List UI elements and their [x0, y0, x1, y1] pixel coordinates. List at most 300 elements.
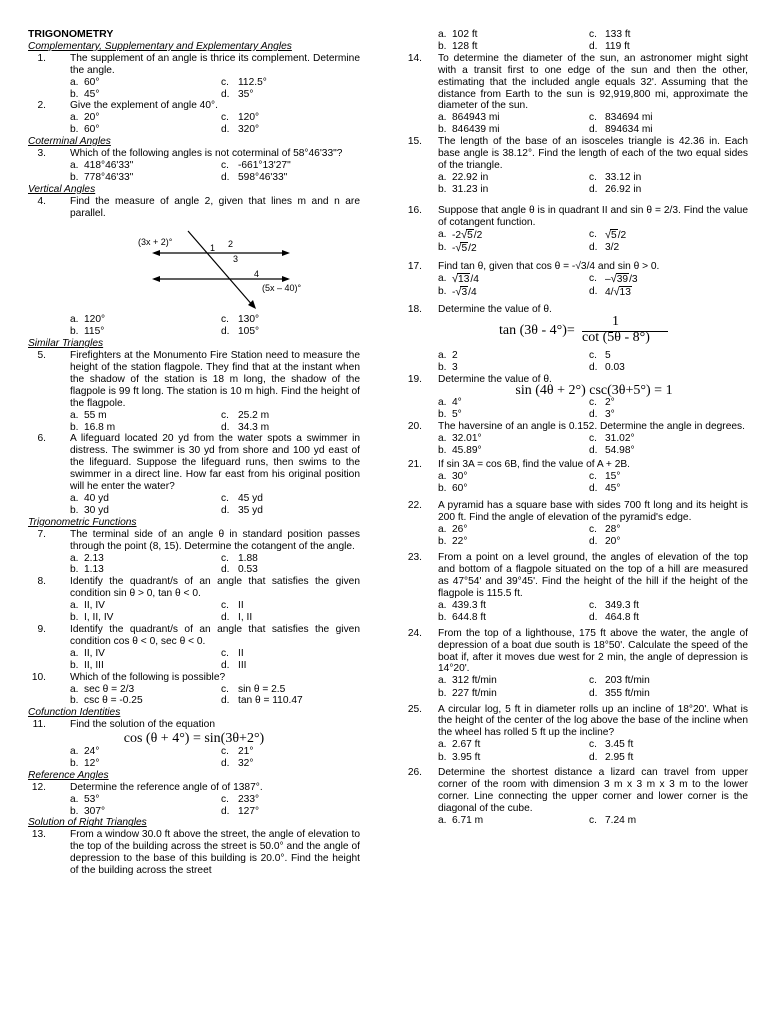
option-d: 32° — [238, 757, 254, 769]
option-a: 312 ft/min — [452, 675, 497, 687]
sqrt-icon: √ — [613, 286, 620, 299]
option-d-prefix: 4/ — [605, 287, 614, 299]
option-d: 35 yd — [238, 504, 263, 516]
option-letter: a. — [438, 470, 447, 482]
option-letter: a. — [438, 171, 447, 183]
option-b-suffix: /4 — [468, 287, 477, 299]
option-a: 2 — [452, 349, 458, 361]
arrowhead-icon — [152, 276, 160, 282]
question-text: To determine the diameter of the sun, an astronomer might sight with a transit first to one edge of the sun and then the other, estimating that the included angle equals 32'. Assuming that the distance from Earth to the sun is 92,919,800 mi, approximate the diameter of the sun. — [438, 52, 748, 112]
answer-options — [438, 229, 748, 256]
option-b: 30 yd — [84, 504, 109, 516]
question-19 — [400, 374, 748, 386]
arrowhead-icon — [282, 276, 290, 282]
option-letter: b. — [70, 171, 79, 183]
angle-number-3: 3 — [233, 253, 239, 264]
answer-options — [70, 684, 360, 708]
option-a: 26° — [452, 523, 468, 535]
option-letter: a. — [70, 76, 79, 88]
option-d: 26.92 in — [605, 183, 642, 195]
option-b — [452, 286, 589, 300]
option-d: 320° — [238, 124, 260, 136]
question-24 — [400, 628, 748, 676]
question-2 — [28, 100, 360, 112]
answer-options — [70, 112, 360, 136]
option-c: 203 ft/min — [605, 675, 650, 687]
answer-options — [438, 397, 748, 421]
option-b: 45° — [84, 88, 100, 100]
option-d: tan θ = 110.47 — [238, 695, 303, 707]
question-number: 10. — [31, 671, 46, 683]
option-letter: a. — [70, 683, 79, 695]
question-9 — [28, 624, 360, 648]
option-letter: a. — [70, 600, 79, 612]
option-letter: d. — [589, 444, 598, 456]
option-letter: c. — [221, 746, 229, 758]
option-letter: d. — [589, 286, 598, 298]
option-a: II, IV — [84, 647, 105, 659]
option-letter: b. — [438, 361, 447, 373]
option-letter: d. — [221, 564, 230, 576]
option-letter: a. — [70, 409, 79, 421]
option-d: 894634 mi — [605, 124, 653, 136]
option-b: 31.23 in — [452, 183, 489, 195]
option-b: 115° — [84, 326, 105, 338]
question-text: A lifeguard located 20 yd from the water spots a swimmer in distress. The swimmer is 30 yd from shore and 100 yd east of the lifeguard. Suppose the lifeguard runs, then swims to the swimmer in a direct line. How far east from his original position will he enter the water? — [70, 433, 360, 493]
option-d: 20° — [605, 536, 621, 548]
option-letter: a. — [438, 815, 447, 827]
question-13 — [28, 829, 360, 877]
question-14 — [400, 53, 748, 113]
question-12 — [28, 782, 360, 794]
option-letter: b. — [70, 612, 79, 624]
option-c: sin θ = 2.5 — [238, 683, 286, 695]
option-letter: a. — [438, 523, 447, 535]
option-c — [605, 229, 748, 243]
answer-options — [438, 29, 748, 53]
section-heading: Reference Angles — [28, 769, 109, 781]
question-number: 20. — [407, 421, 422, 433]
option-c: 5 — [605, 349, 611, 361]
question-number: 13. — [31, 829, 46, 841]
question-number: 24. — [407, 627, 422, 639]
option-letter: a. — [438, 675, 447, 687]
question-8 — [28, 576, 360, 600]
option-a: 2.13 — [84, 552, 104, 564]
arrowhead-icon — [152, 250, 160, 256]
option-c: 3.45 ft — [605, 739, 634, 751]
option-letter: d. — [221, 124, 230, 136]
question-20 — [400, 421, 748, 433]
option-a: 20° — [84, 112, 100, 124]
option-d — [605, 286, 748, 300]
option-a: II, IV — [84, 600, 105, 612]
option-b: 16.8 m — [84, 421, 116, 433]
option-letter: c. — [221, 112, 229, 124]
option-letter: a. — [70, 647, 79, 659]
option-letter: b. — [70, 695, 79, 707]
option-letter: b. — [70, 564, 79, 576]
option-b: 60° — [452, 483, 468, 495]
option-letter: b. — [70, 88, 79, 100]
option-d: III — [238, 659, 247, 671]
option-letter: d. — [221, 695, 230, 707]
answer-options — [438, 815, 748, 828]
option-letter: d. — [589, 361, 598, 373]
equation: sin (4θ + 2°) csc(3θ+5°) = 1 — [515, 383, 673, 399]
option-c: 1.88 — [238, 552, 258, 564]
option-letter: d. — [221, 612, 230, 624]
question-number: 11. — [32, 719, 46, 731]
option-a: 55 m — [84, 409, 107, 421]
option-letter: d. — [589, 536, 598, 548]
option-letter: a. — [70, 746, 79, 758]
question-text: Suppose that angle θ is in quadrant II and sin θ = 2/3. Find the value of cotangent function. — [438, 204, 748, 228]
option-a: 24° — [84, 746, 100, 758]
question-7 — [28, 529, 360, 553]
option-d: 3° — [605, 409, 615, 421]
question-number: 19. — [407, 373, 422, 385]
option-a — [452, 273, 589, 287]
question-text: The terminal side of an angle θ in standard position passes through the point (8, 15). Determine the cotangent of the angle. — [70, 528, 360, 552]
option-letter: b. — [438, 40, 447, 52]
option-b: 12° — [84, 757, 100, 769]
option-letter: d. — [589, 409, 598, 421]
option-letter: d. — [589, 242, 598, 254]
option-letter: b. — [438, 444, 447, 456]
question-text: A pyramid has a square base with sides 700 ft long and its height is 200 ft. Find the angle of elevation of the pyramid's edge. — [438, 499, 748, 523]
option-letter: d. — [221, 171, 230, 183]
option-a: 53° — [84, 793, 100, 805]
option-letter: b. — [438, 183, 447, 195]
option-b: csc θ = -0.25 — [84, 695, 143, 707]
option-a-radicand: 5 — [467, 229, 473, 241]
option-c: 7.24 m — [605, 815, 637, 827]
option-letter: d. — [589, 483, 598, 495]
question-18 — [400, 304, 748, 316]
option-c: 133 ft — [605, 29, 631, 40]
question-4 — [28, 196, 360, 220]
option-letter: d. — [589, 183, 598, 195]
question-16 — [400, 205, 748, 229]
question-number: 16. — [407, 204, 422, 216]
option-letter: c. — [589, 272, 597, 284]
question-number: 17. — [407, 260, 422, 272]
option-c: 834694 mi — [605, 112, 653, 124]
option-letter: d. — [221, 757, 230, 769]
section-heading: Coterminal Angles — [28, 136, 111, 148]
option-letter: b. — [438, 409, 447, 421]
option-letter: a. — [438, 349, 447, 361]
option-c: 112.5° — [238, 76, 267, 88]
equation: cos (θ + 4°) = sin(3θ+2°) — [123, 731, 265, 747]
parallel-lines-figure — [70, 221, 360, 313]
option-a-radicand: 13 — [458, 273, 470, 285]
answer-options — [70, 648, 360, 672]
option-c: 25.2 m — [238, 409, 270, 421]
option-c: 28° — [605, 523, 621, 535]
question-text: Determine the value of θ. — [438, 303, 552, 315]
option-b-prefix: - — [452, 243, 456, 255]
question-text: Find tan θ, given that cos θ = -√3/4 and sin θ > 0. — [438, 260, 660, 272]
option-letter: c. — [589, 815, 597, 827]
option-b: 227 ft/min — [452, 687, 497, 699]
option-d: 127° — [238, 805, 260, 817]
answer-options — [438, 675, 748, 700]
option-letter: a. — [438, 112, 447, 124]
option-a-suffix: /2 — [473, 229, 483, 241]
answer-options — [70, 493, 360, 517]
question-3 — [28, 148, 360, 160]
option-letter: c. — [221, 793, 229, 805]
option-c: 2° — [605, 397, 615, 409]
question-number: 21. — [407, 458, 422, 470]
angle-number-2: 2 — [228, 238, 234, 249]
option-letter: a. — [70, 112, 79, 124]
angle-label-bottom: (5x – 40)° — [262, 282, 302, 293]
option-letter: c. — [589, 599, 597, 611]
option-b: 846439 mi — [452, 124, 500, 136]
question-text: If sin 3A = cos 6B, find the value of A + 2B. — [438, 458, 630, 470]
option-c: 349.3 ft — [605, 599, 639, 611]
question-text: The supplement of an angle is thrice its complement. Determine the angle. — [70, 52, 360, 76]
option-letter: a. — [70, 793, 79, 805]
fraction-equation — [400, 313, 748, 346]
option-letter: a. — [438, 29, 447, 40]
option-letter: c. — [221, 409, 229, 421]
option-a: 6.71 m — [452, 815, 484, 827]
option-a: 120° — [84, 314, 106, 326]
option-d: 34.3 m — [238, 421, 270, 433]
option-letter: b. — [438, 687, 447, 699]
option-letter: b. — [438, 242, 447, 254]
question-number: 6. — [37, 433, 46, 445]
option-a — [452, 229, 589, 243]
option-letter: a. — [438, 228, 447, 240]
option-letter: c. — [221, 600, 229, 612]
sqrt-icon: √ — [605, 228, 612, 241]
question-number: 4. — [37, 195, 46, 207]
question-17 — [400, 261, 748, 273]
answer-options — [70, 746, 360, 770]
option-b — [452, 242, 589, 256]
question-number: 14. — [407, 52, 422, 64]
option-b: I, II, IV — [84, 612, 114, 624]
option-letter: d. — [221, 504, 230, 516]
option-d: 35° — [238, 88, 254, 100]
question-text: From the top of a lighthouse, 175 ft above the water, the angle of depression of a boat due south is 18°50'. Calculate the speed of the boat if, after it moves due west for 2 min, the angle of depression is 14°20'. — [438, 627, 748, 675]
answer-options — [70, 600, 360, 624]
answer-options — [70, 160, 360, 184]
option-d-radicand: 13 — [619, 287, 631, 299]
answer-options — [438, 273, 748, 300]
answer-options — [70, 553, 360, 577]
option-letter: d. — [221, 421, 230, 433]
option-c-suffix: /2 — [617, 229, 627, 241]
option-b-prefix: - — [452, 287, 456, 299]
option-c — [605, 273, 748, 287]
option-b: 60° — [84, 124, 100, 136]
question-number: 5. — [37, 350, 46, 362]
section-heading: Vertical Angles — [28, 183, 96, 195]
option-letter: b. — [438, 483, 447, 495]
option-d: 2.95 ft — [605, 751, 634, 763]
section-heading: Solution of Right Triangles — [28, 817, 147, 829]
option-letter: c. — [589, 470, 597, 482]
option-b-suffix: /2 — [468, 243, 477, 255]
option-d: 54.98° — [605, 444, 635, 456]
option-letter: b. — [438, 124, 447, 136]
option-letter: b. — [70, 805, 79, 817]
option-b: 3.95 ft — [452, 751, 481, 763]
answer-options — [438, 172, 748, 196]
equation-denominator: cot (5θ - 8°) — [582, 329, 650, 345]
option-letter: c. — [221, 314, 229, 326]
option-c: 130° — [238, 314, 260, 326]
option-c-suffix: /3 — [629, 273, 638, 285]
question-number: 8. — [37, 576, 46, 588]
question-text: Determine the value of θ. — [438, 373, 552, 385]
option-c: 15° — [605, 470, 621, 482]
option-a: 30° — [452, 470, 468, 482]
question-text: Find the measure of angle 2, given that lines m and n are parallel. — [70, 195, 360, 219]
option-letter: c. — [589, 523, 597, 535]
option-b: II, III — [84, 659, 104, 671]
option-b: 644.8 ft — [452, 612, 486, 624]
question-number: 26. — [407, 767, 422, 779]
question-text: Determine the shortest distance a lizard can travel from upper corner of the room with dimension 3 m x 3 m x 3 m to the lower corner. Line connecting the upper corner and lower corner is the diagonal of the cube. — [438, 767, 748, 815]
option-letter: a. — [70, 159, 79, 171]
option-a: 2.67 ft — [452, 739, 481, 751]
question-10 — [28, 672, 360, 684]
question-25 — [400, 704, 748, 740]
equation-numerator: 1 — [612, 313, 619, 329]
question-text: Give the explement of angle 40°. — [70, 100, 218, 112]
answer-options — [438, 433, 748, 457]
option-c-radicand: 5 — [611, 229, 617, 241]
option-letter: c. — [589, 228, 597, 240]
question-15 — [400, 136, 748, 172]
option-letter: c. — [589, 433, 597, 445]
option-letter: a. — [438, 433, 447, 445]
right-column — [400, 29, 748, 828]
option-c: 233° — [238, 793, 260, 805]
option-letter: d. — [589, 124, 598, 136]
answer-options — [438, 739, 748, 764]
question-number: 1. — [37, 52, 46, 64]
section-heading: Complementary, Supplementary and Explementary Angles — [28, 40, 292, 52]
option-a: 418°46'33" — [84, 159, 134, 171]
option-a: 102 ft — [452, 29, 478, 40]
option-letter: c. — [221, 76, 229, 88]
answer-options — [70, 410, 360, 434]
option-letter: b. — [70, 757, 79, 769]
question-text: Which of the following is possible? — [70, 671, 226, 683]
option-letter: d. — [221, 326, 230, 338]
option-letter: c. — [221, 552, 229, 564]
question-11 — [28, 719, 360, 731]
option-b: 5° — [452, 409, 462, 421]
option-c: II — [238, 600, 244, 612]
parallel-lines-diagram — [70, 221, 310, 309]
option-letter: b. — [70, 421, 79, 433]
option-letter: c. — [221, 647, 229, 659]
answer-options — [70, 314, 360, 338]
sqrt-icon: √ — [461, 228, 468, 241]
question-1 — [28, 53, 360, 77]
option-d: 598°46'33" — [238, 171, 288, 183]
sqrt-icon: √ — [455, 286, 462, 299]
option-d: 105° — [238, 326, 260, 338]
option-a: 32.01° — [452, 433, 482, 445]
option-b: 778°46'33" — [84, 171, 134, 183]
arrowhead-icon — [282, 250, 290, 256]
option-a: 864943 mi — [452, 112, 500, 124]
question-text: Identify the quadrant/s of an angle that satisfies the given condition cos θ < 0, sec θ < 0. — [70, 623, 360, 647]
option-letter: c. — [589, 739, 597, 751]
option-letter: d. — [221, 88, 230, 100]
option-b-radicand: 5 — [461, 243, 468, 255]
question-text: From a window 30.0 ft above the street, the angle of elevation to the top of the building across the street is 50.0° and the angle of depression to the base of this building is 20.0°. Find the height of the building across the street — [70, 829, 360, 877]
answer-options — [438, 471, 748, 496]
equation-lhs: tan (3θ - 4°)= — [499, 322, 575, 338]
option-letter: c. — [589, 397, 597, 409]
option-letter: c. — [221, 683, 229, 695]
question-text: From a point on a level ground, the angles of elevation of the top and bottom of a flagpole situated on the top of a hill are measured as 47°54' and 39°45'. Find the height of the hill if the height of the flagpole is 115.5 ft. — [438, 551, 748, 599]
option-a: 60° — [84, 76, 100, 88]
option-c-prefix: – — [605, 273, 611, 285]
option-letter: d. — [589, 687, 598, 699]
option-c: -661°13'27" — [238, 159, 291, 171]
option-letter: b. — [438, 536, 447, 548]
question-number: 7. — [37, 528, 46, 540]
option-b: 3 — [452, 361, 458, 373]
option-a: 22.92 in — [452, 171, 489, 183]
option-letter: d. — [221, 805, 230, 817]
option-d: 0.03 — [605, 361, 625, 373]
question-text: The haversine of an angle is 0.152. Determine the angle in degrees. — [438, 421, 745, 433]
answer-options — [70, 77, 360, 101]
sqrt-icon: √ — [610, 272, 617, 285]
question-text: The length of the base of an isosceles triangle is 42.36 in. Each base angle is 38.12°. Find the length of each of the two equal sides of the triangle. — [438, 136, 748, 171]
question-text: Identify the quadrant/s of an angle that satisfies the given condition sin θ > 0, tan θ < 0. — [70, 576, 360, 600]
option-letter: d. — [589, 751, 598, 763]
option-letter: a. — [70, 552, 79, 564]
question-number: 25. — [407, 703, 422, 715]
question-number: 12. — [31, 781, 46, 793]
option-letter: c. — [221, 493, 229, 504]
option-b: 22° — [452, 536, 468, 548]
answer-options — [70, 794, 360, 818]
option-letter: b. — [438, 612, 447, 624]
sqrt-icon: √ — [452, 272, 459, 285]
option-letter: c. — [589, 349, 597, 361]
option-c: 33.12 in — [605, 171, 642, 183]
option-letter: b. — [70, 124, 79, 136]
option-b: 1.13 — [84, 564, 104, 576]
transversal-line — [188, 231, 254, 307]
question-23 — [400, 552, 748, 600]
option-letter: c. — [589, 675, 597, 687]
option-letter: c. — [589, 112, 597, 124]
option-a-suffix: /4 — [470, 273, 479, 285]
option-d: 0.53 — [238, 564, 258, 576]
option-a: 4° — [452, 397, 462, 409]
option-b: 128 ft — [452, 40, 478, 52]
option-letter: d. — [589, 612, 598, 624]
option-letter: b. — [438, 286, 447, 298]
option-c: 45 yd — [238, 493, 263, 504]
